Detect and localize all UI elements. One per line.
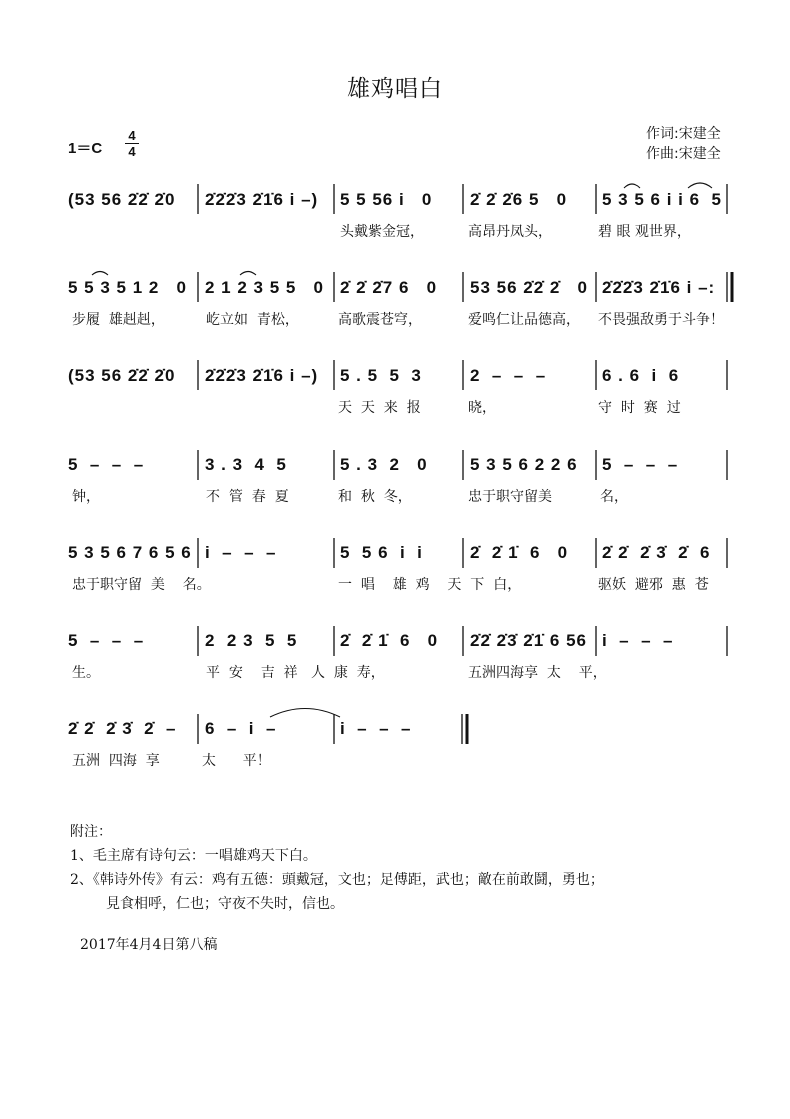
measure: 5 . 5 5 3 xyxy=(340,366,422,385)
lyricist: 作词:宋建全 xyxy=(646,126,721,142)
lyric-line: 头戴紫金冠， xyxy=(340,224,424,240)
measure: (53 56 2̇2̇ 2̇0 xyxy=(68,366,176,385)
measure: 3 . 3 4 5 xyxy=(205,455,287,474)
lyric-line: 高昂丹凤头， xyxy=(468,224,552,240)
measure: 6 . 6 i 6 xyxy=(602,366,680,385)
measure: 5 5 6 i i xyxy=(340,543,423,562)
note-item-2: 2、《韩诗外传》有云：鸡有五德：頭戴冠，文也；足傅距，武也；敵在前敢鬪，勇也； xyxy=(70,872,604,888)
measure: 2̇2̇ 2̇3̇ 2̇1̇ 6 56 xyxy=(470,631,587,650)
measure: 5 – – – xyxy=(68,631,145,650)
measure: 2 1 2 3 5 5 0 xyxy=(205,278,324,297)
measure: 2̇ 2̇ 2̇ 3̇ 2̇ 6 xyxy=(602,543,711,562)
lyric-line: 忠于职守留 美 名。 xyxy=(72,577,211,593)
time-signature-bottom: 4 xyxy=(128,144,136,159)
lyric-line: 驱妖 避邪 惠 苍 xyxy=(598,577,709,593)
measure: 2 – – – xyxy=(470,366,547,385)
measure: 6 – i – xyxy=(205,719,277,738)
measure: 2̇2̇2̇3 2̇1̇6 i –) xyxy=(205,190,319,209)
lyric-line: 天 天 来 报 xyxy=(338,400,421,416)
measure: 5 3 5 6 7 6 5 6 xyxy=(68,543,192,562)
song-title: 雄鸡唱白 xyxy=(347,76,443,102)
lyric-line: 生。 xyxy=(72,665,100,681)
measure: 2̇ 2̇ 2̇ 3̇ 2̇ – xyxy=(68,719,177,738)
draft-date: 2017年4月4日第八稿 xyxy=(80,937,218,953)
measure: 2̇2̇2̇3 2̇1̇6 i –: xyxy=(602,278,716,297)
lyric-line: 爱鸣仁让品德高， xyxy=(468,312,580,328)
lyric-line: 五洲 四海 享 xyxy=(72,753,160,769)
lyric-line: 钟， xyxy=(72,489,100,505)
notes-heading: 附注： xyxy=(70,824,112,840)
measure: i – – – xyxy=(205,543,277,562)
lyric-line: 步履 雄赳赳， xyxy=(72,312,165,328)
measure: i – – – xyxy=(602,631,674,650)
measure: 5 3 5 6 2 2 6 xyxy=(470,455,578,474)
composer: 作曲:宋建全 xyxy=(646,146,721,162)
measure: 2̇ 2̇ 1̇ 6 0 xyxy=(340,631,439,650)
lyric-line: 五洲四海享 太 平， xyxy=(468,665,607,681)
measure: 2̇ 2̇ 2̇7 6 0 xyxy=(340,278,438,297)
lyric-line: 和 秋 冬， xyxy=(338,489,412,505)
lyric-line: 太 平！ xyxy=(202,753,271,769)
lyric-line: 忠于职守留美 xyxy=(468,489,552,505)
measure: i – – – xyxy=(340,719,412,738)
measure: 2̇2̇2̇3 2̇1̇6 i –) xyxy=(205,366,319,385)
measure: 2 2 3 5 5 xyxy=(205,631,298,650)
lyric-line: 一 唱 雄 鸡 天 下 白， xyxy=(338,577,522,593)
measure: 2̇ 2̇ 2̇6 5 0 xyxy=(470,190,568,209)
key-signature: 1＝C xyxy=(68,140,103,157)
lyric-line: 碧 眼 观世界， xyxy=(598,224,691,240)
annotations xyxy=(70,820,750,916)
measure: 5 5 3 5 1 2 0 xyxy=(68,278,187,297)
measure: 5 – – – xyxy=(68,455,145,474)
note-item-2-continued: 見食相呼，仁也；守夜不失时，信也。 xyxy=(106,896,344,912)
measure: 53 56 2̇2̇ 2̇ 0 xyxy=(470,278,588,297)
lyric-line: 平 安 吉 祥 人 康 寿， xyxy=(206,665,385,681)
lyric-line: 名， xyxy=(600,489,628,505)
measure: 5 . 3 2 0 xyxy=(340,455,428,474)
measure: 2̇ 2̇ 1̇ 6 0 xyxy=(470,543,569,562)
measure: 5 5 56 i 0 xyxy=(340,190,433,209)
time-signature-top: 4 xyxy=(128,128,136,143)
lyric-line: 屹立如 青松， xyxy=(206,312,299,328)
note-item-1: 1、毛主席有诗句云：一唱雄鸡天下白。 xyxy=(70,848,317,864)
lyric-line: 不畏强敌勇于斗争！ xyxy=(598,312,724,328)
measure: 5 3 5 6 i i 6 5 xyxy=(602,190,722,209)
lyric-line: 不 管 春 夏 xyxy=(206,489,289,505)
lyric-line: 守 时 赛 过 xyxy=(598,400,681,416)
lyric-line: 高歌震苍穹， xyxy=(338,312,422,328)
lyric-line: 晓， xyxy=(468,400,496,416)
measure: (53 56 2̇2̇ 2̇0 xyxy=(68,190,176,209)
measure: 5 – – – xyxy=(602,455,679,474)
